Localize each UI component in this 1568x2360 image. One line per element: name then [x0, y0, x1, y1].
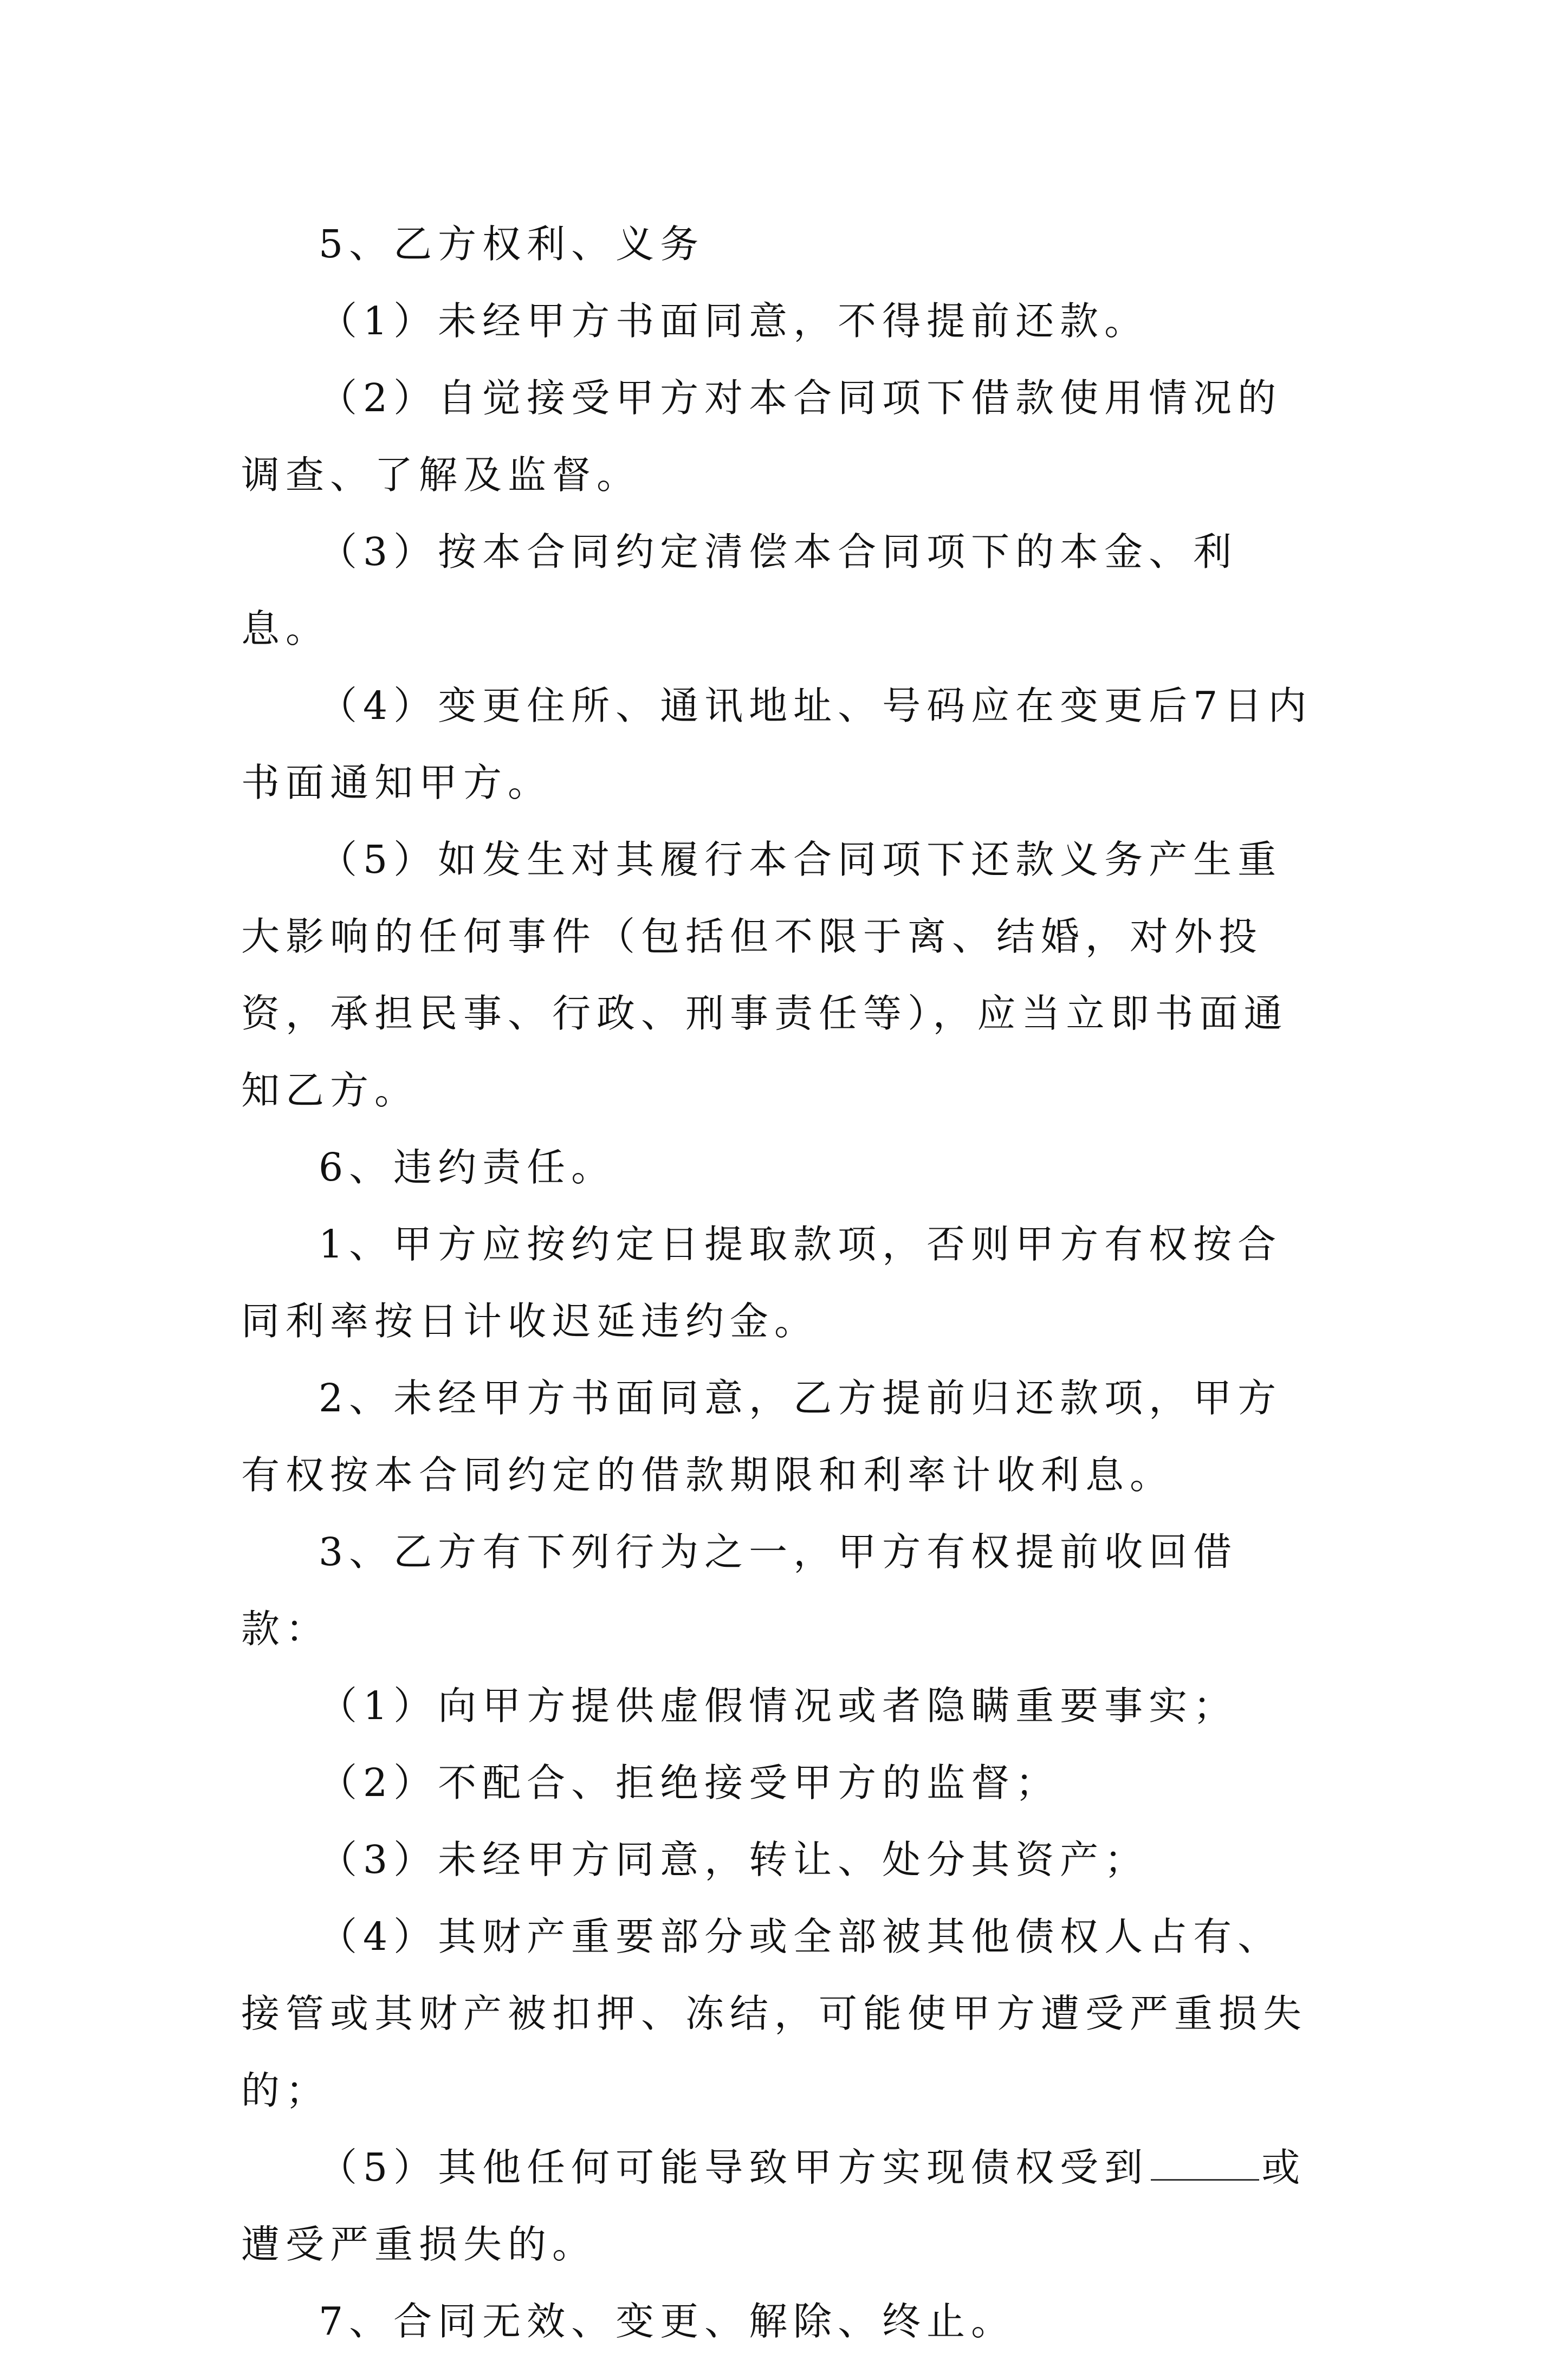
paragraph: （5）如发生对其履行本合同项下还款义务产生重大影响的任何事件（包括但不限于离、结婚，对外投资，承担民事、行政、刑事责任等），应当立即书面通知乙方。 [241, 837, 1288, 1113]
paragraph: 1、甲方应按约定日提取款项，否则甲方有权按合同利率按日计收迟延违约金。 [241, 1222, 1282, 1344]
paragraph-text-before-blank: （5）其他任何可能导致甲方实现债权受到 [319, 2145, 1149, 2190]
paragraph-with-blank [241, 2129, 1325, 2283]
section-heading-rights-obligations: 5、乙方权利、义务 [319, 222, 705, 267]
paragraph: （2）不配合、拒绝接受甲方的监督； [319, 1760, 1060, 1805]
paragraph: （1）未经甲方书面同意，不得提前还款。 [319, 299, 1149, 343]
paragraph: （3）按本合同约定清偿本合同项下的本金、利息。 [241, 529, 1238, 651]
paragraph: 2、未经甲方书面同意，乙方提前归还款项，甲方有权按本合同约定的借款期限和利率计收利息。 [241, 1376, 1282, 1497]
paragraph: （2）自觉接受甲方对本合同项下借款使用情况的调查、了解及监督。 [241, 375, 1282, 497]
paragraph: （4）变更住所、通讯地址、号码应在变更后7日内书面通知甲方。 [241, 683, 1313, 805]
paragraph-text-after-blank: 或遭受严重损失的。 [241, 2145, 1306, 2267]
paragraph: （3）未经甲方同意，转让、处分其资产； [319, 1837, 1149, 1882]
paragraph: （1）向甲方提供虚假情况或者隐瞒重要事实； [319, 1683, 1238, 1728]
paragraph: （4）其财产重要部分或全部被其他债权人占有、接管或其财产被扣押、冻结，可能使甲方遭受严重损失的； [241, 1914, 1308, 2113]
paragraph: 3、乙方有下列行为之一，甲方有权提前收回借款： [241, 1529, 1238, 1651]
section-heading-breach-liability: 6、违约责任。 [319, 1145, 616, 1190]
document-body [241, 206, 1325, 2360]
fill-in-blank-line [1151, 2147, 1259, 2181]
section-heading-contract-termination: 7、合同无效、变更、解除、终止。 [319, 2299, 1016, 2344]
